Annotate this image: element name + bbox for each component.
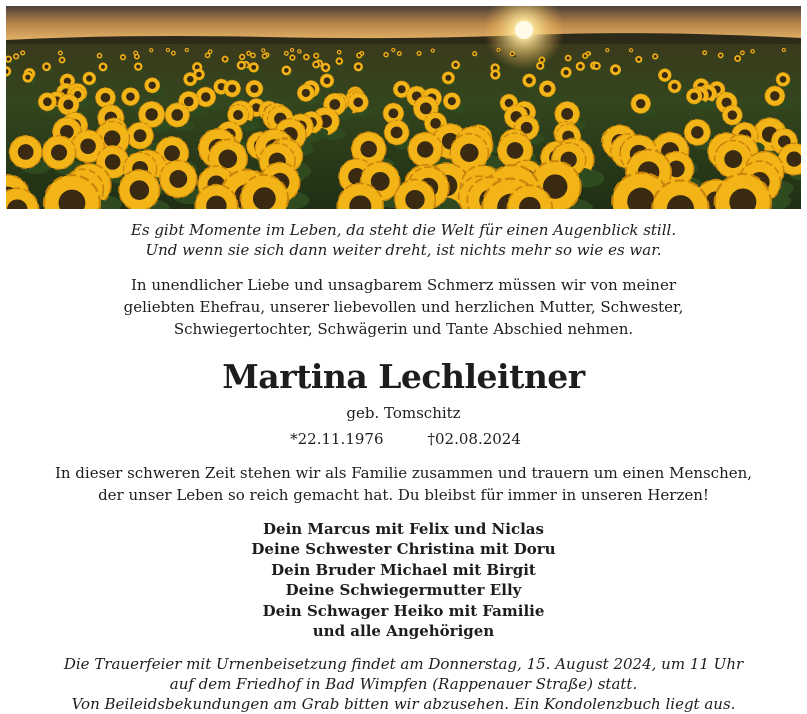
deceased-name: Martina Lechleitner xyxy=(0,357,807,397)
death-date: †02.08.2024 xyxy=(428,429,521,449)
birth-date: *22.11.1976 xyxy=(290,429,383,449)
obituary-content xyxy=(0,209,807,714)
ceremony-info xyxy=(0,654,807,714)
mourner-entry: Dein Marcus mit Felix und Niclas xyxy=(0,519,807,539)
ceremony-line: auf dem Friedhof in Bad Wimpfen (Rappenauer Straße) statt. xyxy=(0,674,807,694)
ceremony-line: Von Beileidsbekundungen am Grab bitten wir abzusehen. Ein Kondolenzbuch liegt aus. xyxy=(0,694,807,714)
quote-line: Und wenn sie sich dann weiter dreht, ist nichts mehr so wie es war. xyxy=(0,240,807,260)
message-line: der unser Leben so reich gemacht hat. Du bleibst für immer in unseren Herzen! xyxy=(0,484,807,506)
sunflower-field-illustration xyxy=(6,6,801,209)
quote-line: Es gibt Momente im Leben, da steht die Welt für einen Augenblick still. xyxy=(0,220,807,240)
mourner-entry: und alle Angehörigen xyxy=(0,621,807,641)
opening-quote xyxy=(0,220,807,260)
mourner-entry: Dein Schwager Heiko mit Familie xyxy=(0,601,807,621)
maiden-name: geb. Tomschitz xyxy=(0,403,807,423)
mourners-list xyxy=(0,519,807,641)
sunflower-field-image xyxy=(6,6,801,209)
mourner-entry: Dein Bruder Michael mit Birgit xyxy=(0,560,807,580)
intro-paragraph xyxy=(0,274,807,340)
ceremony-line: Die Trauerfeier mit Urnenbeisetzung findet am Donnerstag, 15. August 2024, um 11 Uhr xyxy=(0,654,807,674)
intro-line: In unendlicher Liebe und unsagbarem Schmerz müssen wir von meiner xyxy=(0,274,807,296)
mourner-entry: Deine Schwiegermutter Elly xyxy=(0,580,807,600)
message-paragraph xyxy=(0,462,807,506)
message-line: In dieser schweren Zeit stehen wir als Familie zusammen und trauern um einen Menschen, xyxy=(0,462,807,484)
mourner-entry: Deine Schwester Christina mit Doru xyxy=(0,539,807,559)
intro-line: Schwiegertochter, Schwägerin und Tante Abschied nehmen. xyxy=(0,318,807,340)
intro-line: geliebten Ehefrau, unserer liebevollen und herzlichen Mutter, Schwester, xyxy=(0,296,807,318)
life-dates xyxy=(0,429,807,449)
